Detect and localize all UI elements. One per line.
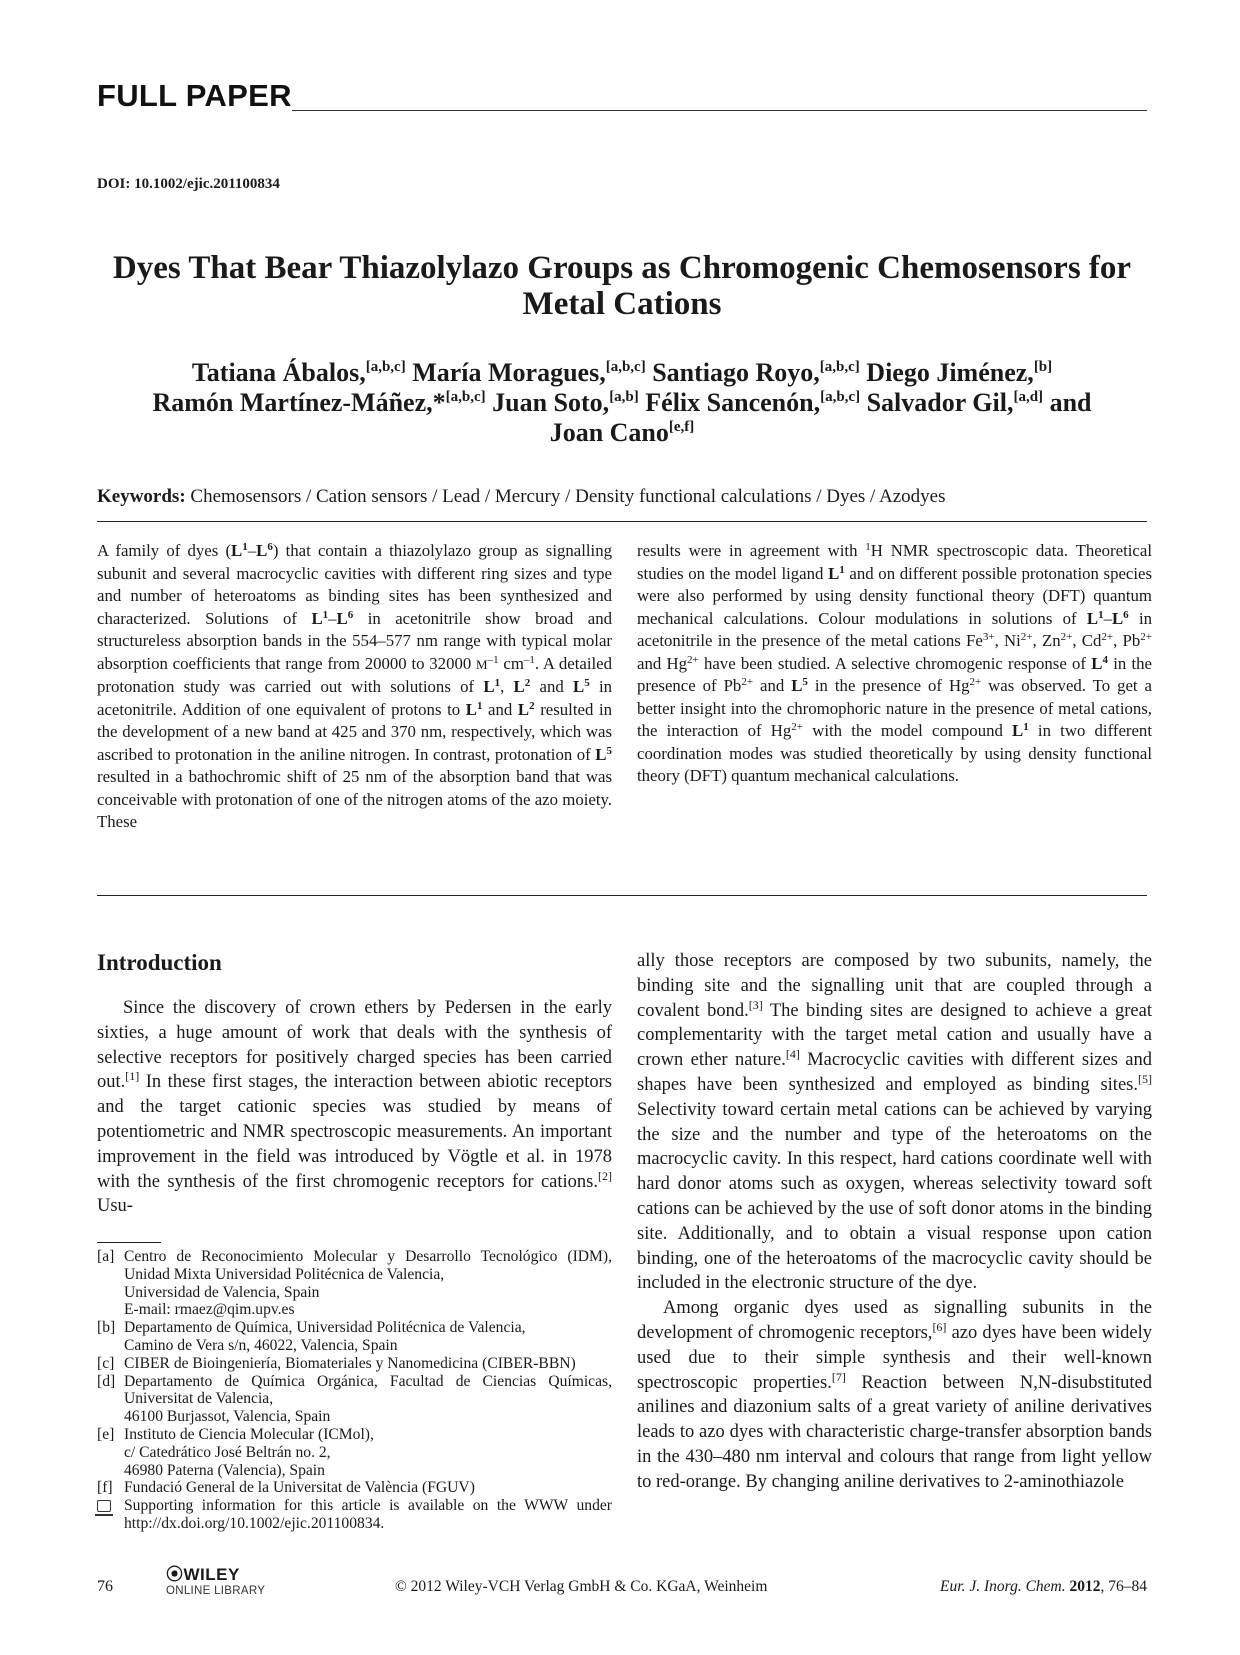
keywords-text: Chemosensors / Cation sensors / Lead / Mercury / Density functional calculations / Dyes / Azodyes xyxy=(190,486,946,507)
keywords xyxy=(97,486,946,508)
abstract-left-column: A family of dyes $(L^1-L^6)$ that contain a thiazolylazo group as signalling subunit and several macrocyclic cavities with different ring sizes and type and number of heteroatoms as binding sites has been synthesized and characterized. Solutions of $L^1-L^6$ in acetonitrile show broad and structureless absorption bands in the 554–577 nm range with typical molar absorption coefficients that range from 20000 to 32000 $M^{-1}$ $cm^{-1}$. A detailed protonation study was carried out with solutions of $L^1$, $L^2$ and $L^5$ in acetonitrile. Addition of one equivalent of protons to $L^1$ and $L^2$ resulted in the development of a new band at 425 and 370 nm, respectively, which was ascribed to protonation in the aniline nitrogen. In contrast, protonation of $L^5$ resulted in a bathochromic shift of 25 nm of the absorption band that was conceivable with protonation of one of the nitrogen atoms of the azo moiety. These xyxy=(97,541,613,831)
author-list xyxy=(110,358,1134,448)
author-name: Juan Soto, xyxy=(492,388,610,417)
abstract-bottom-rule xyxy=(97,895,1147,896)
author-name: Félix Sancenón, xyxy=(645,388,821,417)
page-number: 76 xyxy=(97,1578,113,1595)
journal-citation: Eur. J. Inorg. Chem. 2012, 76–84 xyxy=(940,1578,1147,1595)
affiliation-a: [a] Centro de Reconocimiento Molecular y Desarrollo Tecnológico (IDM), Unidad Mixta Universidad Politécnica de Valencia, Universidad de Valencia, Spain E-mail: rmaez@qim.upv.es xyxy=(97,1248,612,1319)
header-rule xyxy=(292,110,1147,111)
abstract-top-rule xyxy=(97,521,1147,522)
copyright: © 2012 Wiley-VCH Verlag GmbH & Co. KGaA, Weinheim xyxy=(395,1578,768,1595)
supporting-info-note xyxy=(97,1497,612,1533)
affiliation-b: [b] Departamento de Química, Universidad Politécnica de Valencia, Camino de Vera s/n, 46022, Valencia, Spain xyxy=(97,1319,526,1354)
author-affiliation: [a,b,c] xyxy=(365,359,406,375)
section-label: FULL PAPER xyxy=(97,78,292,113)
footnote-rule xyxy=(97,1242,161,1243)
author-affiliation: [a,b,c] xyxy=(445,389,486,405)
computer-icon xyxy=(97,1500,111,1512)
citation[interactable]: [7] xyxy=(831,1369,846,1384)
publisher-logo-text: WILEY xyxy=(183,1565,240,1584)
citation[interactable]: [4] xyxy=(785,1047,800,1062)
author-name: Diego Jiménez, xyxy=(866,358,1034,387)
publisher-logo[interactable] xyxy=(166,1566,265,1598)
author-affiliation: [b] xyxy=(1033,359,1053,375)
keywords-label: Keywords: xyxy=(97,486,186,507)
author-affiliation: [a,b,c] xyxy=(819,359,860,375)
author-affiliation: [e,f] xyxy=(668,419,695,435)
affiliation-d: [d] Departamento de Química Orgánica, Facultad de Ciencias Químicas, Universitat de Valencia, 46100 Burjassot, Valencia, Spain xyxy=(97,1372,612,1426)
abstract-right-column: results were in agreement with $^1$H NMR spectroscopic data. Theoretical studies on the model ligand $L^1$ and on different possible protonation species were also performed by using density functional theory (DFT) quantum mechanical calculations. Colour modulations in solutions of $L^1-L^6$ in acetonitrile in the presence of the metal cations $Fe^{3+}$, $Ni^{2+}$, $Zn^{2+}$, $Cd^{2+}$, $Pb^{2+}$ and $Hg^{2+}$ have been studied. A selective chromogenic response of $L^4$ in the presence of $Pb^{2+}$ and $L^5$ in the presence of $Hg^{2+}$ was observed. To get a better insight into the chromophoric nature in the presence of metal cations, the interaction of $Hg^{2+}$ with the model compound $L^1$ in two different coordination modes was studied theoretically by using density functional theory (DFT) quantum mechanical calculations. xyxy=(637,541,1153,785)
paragraph: Among organic dyes used as signalling subunits in the development of chromogenic receptors,[6] azo dyes have been widely used due to their simple synthesis and their well-known spectroscopic properties.[7] Reaction between N,N-disubstituted anilines and diazonium salts of a great variety of aniline derivatives leads to azo dyes with characteristic charge-transfer absorption bands in the 430–480 nm interval and colours that range from light yellow to red-orange. By changing aniline derivatives to 2-aminothiazole xyxy=(637,1298,1152,1492)
section-heading-introduction: Introduction xyxy=(97,950,222,975)
author-affiliation: [a,b,c] xyxy=(820,389,861,405)
article-title: Dyes That Bear Thiazolylazo Groups as Chromogenic Chemosensors for Metal Cations xyxy=(112,250,1132,322)
affiliation-c: [c] CIBER de Bioingeniería, Biomateriales y Nanomedicina (CIBER-BBN) xyxy=(97,1354,576,1372)
wiley-mark-icon: ⦿ xyxy=(166,1565,184,1584)
citation[interactable]: [2] xyxy=(598,1168,612,1183)
citation[interactable]: [5] xyxy=(1138,1071,1152,1086)
author-name: Salvador Gil, xyxy=(866,388,1014,417)
affiliations xyxy=(97,1248,612,1533)
affiliation-f: [f] Fundació General de la Universitat de València (FGUV) xyxy=(97,1479,475,1497)
author-affiliation: [a,d] xyxy=(1013,389,1044,405)
publisher-logo-subtitle: ONLINE LIBRARY xyxy=(166,1585,266,1597)
author-name: Ramón Martínez-Máñez,* xyxy=(152,388,446,417)
intro-right-column xyxy=(637,949,1152,1495)
author-affiliation: [a,b] xyxy=(609,389,639,405)
supporting-info-link[interactable]: Supporting information for this article is available on the WWW under http://dx.doi.org/10.1002/ejic.201100834. xyxy=(124,1497,612,1532)
paragraph: Since the discovery of crown ethers by Pedersen in the early sixties, a huge amount of work that deals with the synthesis of selective receptors for positively charged species has been carried out.[1] In these first stages, the interaction between abiotic receptors and the target cationic species was studied by means of potentiometric and NMR spectroscopic measurements. An important improvement in the field was introduced by Vögtle et al. in 1978 with the synthesis of the first chromogenic receptors for cations.[2] Usu- xyxy=(97,998,612,1217)
citation[interactable]: [1] xyxy=(125,1069,140,1084)
author-conjunction: and xyxy=(1049,388,1092,417)
paragraph: ally those receptors are composed by two subunits, namely, the binding site and the signalling unit that are coupled through a covalent bond.[3] The binding sites are designed to achieve a great complementarity with the target metal cation and usually have a crown ether nature.[4] Macrocyclic cavities with different sizes and shapes have been synthesized and employed as binding sites.[5] Selectivity toward certain metal cations can be achieved by varying the size and the number and type of the heteroatoms on the macrocyclic cavity. In this respect, hard cations coordinate well with hard donor atoms such as oxygen, whereas selectivity toward soft cations can be achieved by the use of soft donor atoms in the binding site. Additionally, and to obtain a visual response upon cation binding, one of the heteroatoms of the macrocyclic cavity should be included in the electronic structure of the dye. xyxy=(637,951,1152,1294)
citation[interactable]: [6] xyxy=(932,1319,947,1334)
author-name: Tatiana Ábalos, xyxy=(191,358,366,387)
citation[interactable]: [3] xyxy=(748,997,763,1012)
author-name: Santiago Royo, xyxy=(652,358,820,387)
affiliation-e: [e] Instituto de Ciencia Molecular (ICMol), c/ Catedrático José Beltrán no. 2, 46980 Paterna (Valencia), Spain xyxy=(97,1425,374,1479)
author-name: Joan Cano xyxy=(549,418,669,447)
author-name: María Moragues, xyxy=(412,358,606,387)
author-affiliation: [a,b,c] xyxy=(605,359,646,375)
doi[interactable]: DOI: 10.1002/ejic.201100834 xyxy=(97,176,280,192)
intro-left-column xyxy=(97,996,612,1219)
contact-email[interactable]: E-mail: rmaez@qim.upv.es xyxy=(124,1301,295,1319)
